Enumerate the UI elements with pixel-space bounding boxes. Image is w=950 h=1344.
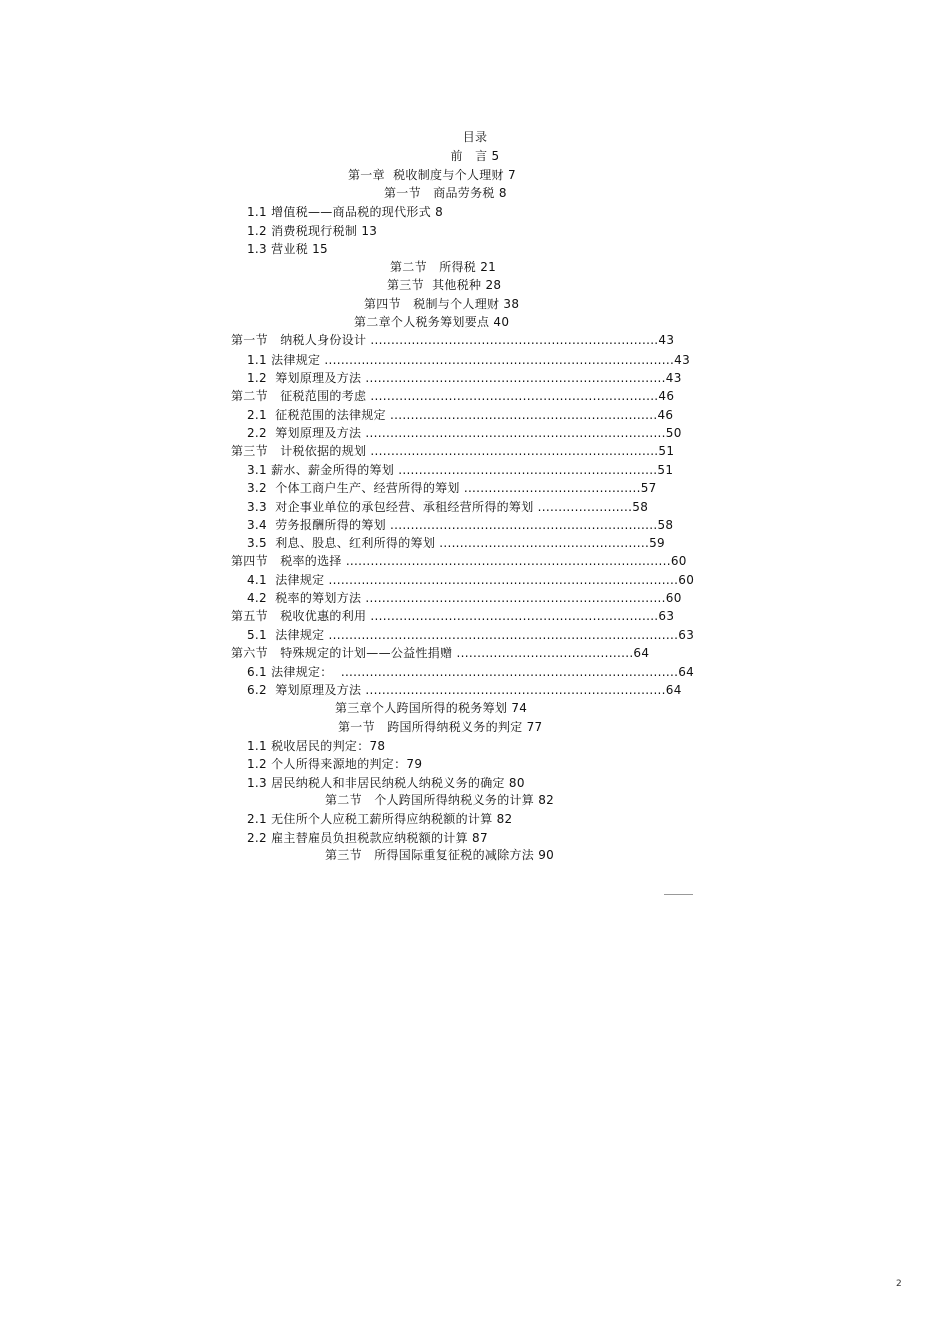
toc-entry-ch2-6-2[interactable]: 6.2 筹划原理及方法 .........................................................................64: [247, 683, 682, 697]
toc-entry-ch2-sec1[interactable]: 第一节 纳税人身份设计 ......................................................................43: [231, 333, 675, 347]
page-number: 2: [896, 1279, 902, 1289]
toc-entry-ch3-sec2[interactable]: 第二节 个人跨国所得纳税义务的计算 82: [325, 793, 555, 807]
toc-entry-ch2-3-4[interactable]: 3.4 劳务报酬所得的筹划 .................................................................58: [247, 518, 674, 532]
toc-entry-ch3-2-1[interactable]: 2.1 无住所个人应税工薪所得应纳税额的计算 82: [247, 812, 513, 826]
toc-entry-ch3-1-1[interactable]: 1.1 税收居民的判定：78: [247, 739, 386, 753]
toc-entry-preface[interactable]: 前 言 5: [450, 149, 500, 163]
toc-entry-ch3-1-2[interactable]: 1.2 个人所得来源地的判定：79: [247, 757, 423, 771]
toc-entry-ch1-sec1[interactable]: 第一节 商品劳务税 8: [384, 186, 507, 200]
toc-entry-ch3-sec3[interactable]: 第三节 所得国际重复征税的减除方法 90: [325, 848, 555, 862]
toc-entry-ch2-sec4[interactable]: 第四节 税率的选择 ...............................................................................60: [231, 554, 687, 568]
toc-entry-ch2-1-2[interactable]: 1.2 筹划原理及方法 .........................................................................43: [247, 371, 682, 385]
toc-entry-ch2-4-2[interactable]: 4.2 税率的筹划方法 .........................................................................60: [247, 591, 682, 605]
toc-entry-ch2-3-5[interactable]: 3.5 利息、股息、红利所得的筹划 ...................................................59: [247, 536, 665, 550]
toc-entry-ch1-sec2[interactable]: 第二节 所得税 21: [390, 260, 497, 274]
toc-entry-ch2-2-1[interactable]: 2.1 征税范围的法律规定 .................................................................46: [247, 408, 674, 422]
toc-entry-1-1[interactable]: 1.1 增值税——商品税的现代形式 8: [247, 205, 444, 219]
toc-entry-ch2-sec6[interactable]: 第六节 特殊规定的计划——公益性捐赠 ...........................................64: [231, 646, 650, 660]
toc-entry-ch2-3-1[interactable]: 3.1 薪水、薪金所得的筹划 ...............................................................51: [247, 463, 674, 477]
toc-entry-ch2-3-3[interactable]: 3.3 对企事业单位的承包经营、承租经营所得的筹划 .......................58: [247, 500, 649, 514]
toc-entry-ch3-sec1[interactable]: 第一节 跨国所得纳税义务的判定 77: [338, 720, 543, 734]
toc-entry-ch3-1-3[interactable]: 1.3 居民纳税人和非居民纳税人纳税义务的确定 80: [247, 776, 525, 790]
toc-entry-ch2-2-2[interactable]: 2.2 筹划原理及方法 .........................................................................50: [247, 426, 682, 440]
toc-entry-chapter-3[interactable]: 第三章个人跨国所得的税务筹划 74: [335, 701, 528, 715]
toc-entry-ch2-6-1[interactable]: 6.1 法律规定： ..................................................................................64: [247, 665, 695, 679]
toc-entry-chapter-1[interactable]: 第一章 税收制度与个人理财 7: [348, 168, 516, 182]
toc-entry-ch3-2-2[interactable]: 2.2 雇主替雇员负担税款应纳税额的计算 87: [247, 831, 488, 845]
toc-entry-1-3[interactable]: 1.3 营业税 15: [247, 242, 328, 256]
toc-entry-ch2-3-2[interactable]: 3.2 个体工商户生产、经营所得的筹划 ...........................................57: [247, 481, 657, 495]
toc-entry-ch2-sec2[interactable]: 第二节 征税范围的考虑 ......................................................................46: [231, 389, 675, 403]
toc-entry-ch2-4-1[interactable]: 4.1 法律规定 .....................................................................................60: [247, 573, 695, 587]
toc-entry-ch2-sec3[interactable]: 第三节 计税依据的规划 ......................................................................51: [231, 444, 675, 458]
toc-entry-ch1-sec3[interactable]: 第三节 其他税种 28: [387, 278, 502, 292]
toc-title: 目录: [462, 130, 488, 144]
toc-entry-ch1-sec4[interactable]: 第四节 税制与个人理财 38: [364, 297, 520, 311]
toc-entry-ch2-sec5[interactable]: 第五节 税收优惠的利用 ......................................................................63: [231, 609, 675, 623]
toc-entry-chapter-2[interactable]: 第二章个人税务筹划要点 40: [354, 315, 510, 329]
toc-entry-ch2-5-1[interactable]: 5.1 法律规定 .....................................................................................63: [247, 628, 695, 642]
footer-divider: [664, 894, 693, 895]
toc-entry-ch2-1-1[interactable]: 1.1 法律规定 .....................................................................................43: [247, 353, 691, 367]
toc-entry-1-2[interactable]: 1.2 消费税现行税制 13: [247, 224, 378, 238]
